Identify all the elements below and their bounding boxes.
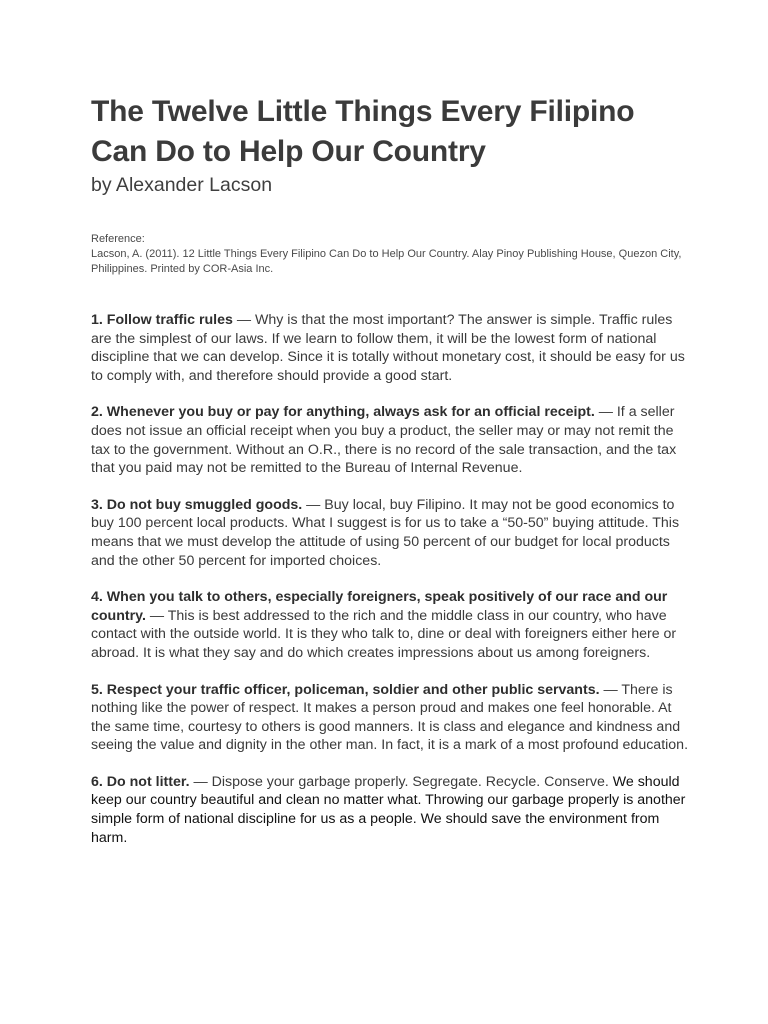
tip-body: — This is best addressed to the rich and the middle class in our country, who have contact with the outside world. It is they who talk to, dine or deal with foreigners either here or abroad. It is what they say and do which creates impressions about us among foreigners. (91, 607, 677, 661)
tip-heading: 2. Whenever you buy or pay for anything, always ask for an official receipt. (91, 404, 595, 421)
reference-label: Reference: (91, 233, 145, 245)
tip-item-6 (91, 773, 691, 847)
tips-list (91, 311, 691, 847)
tip-heading: 4. When you talk to others, especially foreigners, speak positively of our race and our country. (91, 589, 668, 624)
tip-item-4 (91, 588, 691, 662)
tip-heading: 5. Respect your traffic officer, policeman, soldier and other public servants. (91, 681, 600, 698)
tip-body: — There is nothing like the power of respect. It makes a person proud and makes one feel honorable. At the same time, courtesy to others is good manners. It is class and elegance and kindness and seeing the value and dignity in the other man. In fact, it is a mark of a most profound education. (91, 681, 689, 754)
tip-item-3 (91, 496, 691, 570)
tip-body: — Dispose your garbage properly. Segregate. Recycle. Conserve. (189, 773, 609, 790)
tip-item-1 (91, 311, 691, 385)
tip-item-5 (91, 681, 691, 755)
tip-heading: 3. Do not buy smuggled goods. (91, 496, 303, 513)
document-title: The Twelve Little Things Every Filipino Can Do to Help Our Country (91, 95, 635, 168)
reference-block (91, 232, 691, 277)
reference-text: Lacson, A. (2011). 12 Little Things Every Filipino Can Do to Help Our Country. Alay Pinoy Publishing House, Quezon City, Philippines. Printed by COR-Asia Inc. (91, 248, 682, 275)
tip-body-emphasis: We should keep our country beautiful and clean no matter what. Throwing our garbage properly is another simple form of national discipline for us as a people. We should save the environment from harm. (91, 773, 686, 846)
tip-body: — Buy local, buy Filipino. It may not be good economics to buy 100 percent local products. What I suggest is for us to take a “50-50” buying attitude. This means that we must develop the attitude of using 50 percent of our budget for local products and the other 50 percent for imported choices. (91, 496, 680, 569)
tip-body: — Why is that the most important? The answer is simple. Traffic rules are the simplest of our laws. If we learn to follow them, it will be the lowest form of national discipline that we can develop. Since it is totally without monetary cost, it should be easy for us to comply with, and therefore should provide a good start. (91, 312, 685, 384)
tip-heading: 1. Follow traffic rules (91, 312, 233, 328)
tip-body: — If a seller does not issue an official receipt when you buy a product, the seller may or may not remit the tax to the government. Without an O.R., there is no record of the sale transaction, and the tax that you paid may not be remitted to the Bureau of Internal Revenue. (91, 404, 677, 477)
author-byline: by Alexander Lacson (91, 174, 273, 196)
document-page (91, 92, 691, 865)
tip-heading: 6. Do not litter. (91, 773, 190, 790)
tip-item-2 (91, 403, 691, 477)
